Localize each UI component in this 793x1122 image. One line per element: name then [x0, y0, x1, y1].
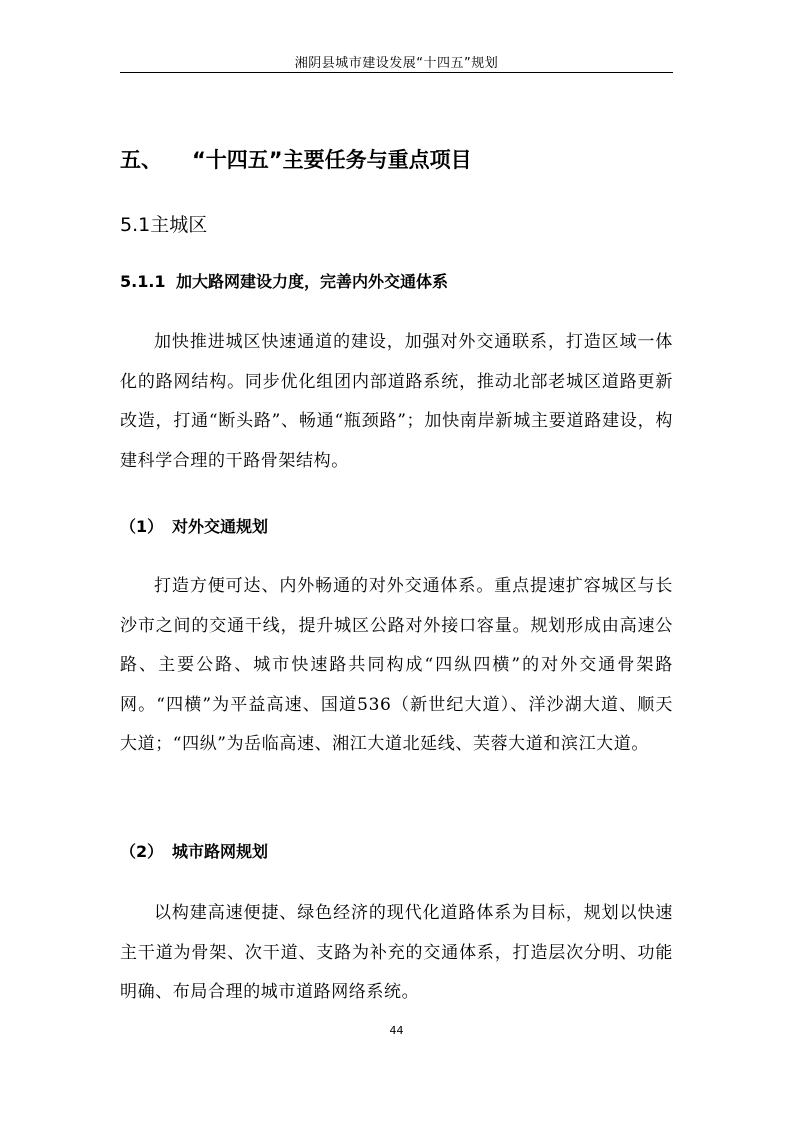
- body-paragraph-2: 打造方便可达、内外畅通的对外交通体系。重点提速扩容城区与长沙市之间的交通干线，提升城区公路对外接口容量。规划形成由高速公路、主要公路、城市快速路共同构成“四纵四横”的对外交通骨架路网。“四横”为平益高速、国道536（新世纪大道）、洋沙湖大道、顺天大道；“四纵”为岳临高速、湘江大道北延线、芙蓉大道和滨江大道。: [120, 576, 673, 754]
- running-header: 湘阴县城市建设发展“十四五”规划: [294, 56, 499, 71]
- subsection-title: 加大路网建设力度，完善内外交通体系: [176, 272, 449, 291]
- section-title: 主城区: [150, 214, 208, 236]
- item-title-2: 城市路网规划: [172, 842, 269, 861]
- section-number: 5.1: [120, 214, 151, 236]
- chapter-number: 五、: [120, 148, 162, 172]
- page-number: 44: [389, 1024, 404, 1037]
- chapter-heading: [120, 145, 673, 175]
- section-heading: [120, 210, 207, 240]
- item-number-1: （1）: [120, 517, 164, 536]
- subsection-heading: [120, 268, 448, 296]
- body-paragraph-1: 加快推进城区快速通道的建设，加强对外交通联系，打造区域一体化的路网结构。同步优化组团内部道路系统，推动北部老城区道路更新改造，打通“断头路”、畅通“瓶颈路”；加快南岸新城主要道路建设，构建科学合理的干路骨架结构。: [120, 332, 673, 471]
- body-paragraph-3: 以构建高速便捷、绿色经济的现代化道路体系为目标，规划以快速主干道为骨架、次干道、支路为补充的交通体系，打造层次分明、功能明确、布局合理的城市道路网络系统。: [120, 903, 673, 1002]
- chapter-title: “十四五”主要任务与重点项目: [192, 148, 472, 172]
- header-divider: [120, 72, 673, 73]
- item-heading-2: [120, 838, 268, 866]
- subsection-number: 5.1.1: [120, 272, 166, 291]
- item-number-2: （2）: [120, 842, 164, 861]
- item-heading-1: [120, 513, 268, 541]
- item-title-1: 对外交通规划: [172, 517, 269, 536]
